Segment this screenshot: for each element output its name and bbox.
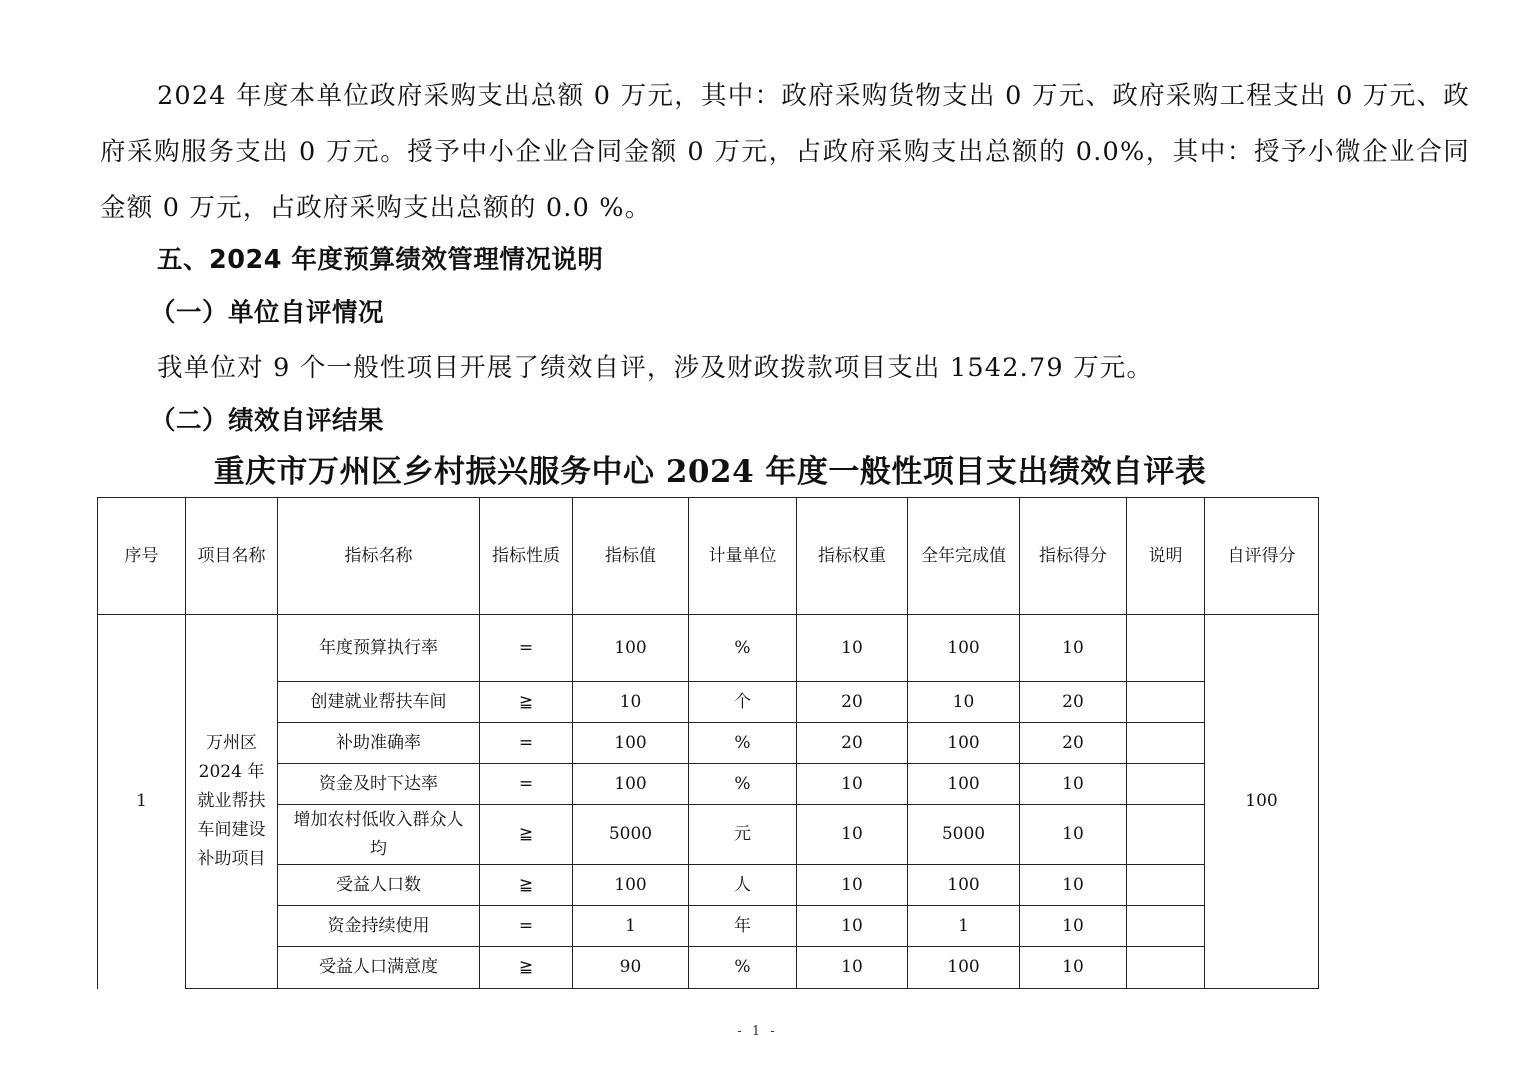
indicator-actual: 100 <box>908 723 1020 764</box>
project-name-cell: 万州区 2024 年就业帮扶车间建设补助项目 <box>186 615 278 989</box>
header-self-score: 自评得分 <box>1205 498 1319 615</box>
indicator-score: 10 <box>1020 865 1127 906</box>
indicator-value: 1 <box>573 906 689 947</box>
indicator-unit: % <box>689 947 797 989</box>
indicator-value: 100 <box>573 723 689 764</box>
performance-table <box>97 497 1319 989</box>
indicator-value: 5000 <box>573 805 689 865</box>
indicator-weight: 10 <box>797 865 908 906</box>
indicator-unit: % <box>689 615 797 682</box>
header-indicator-value: 指标值 <box>573 498 689 615</box>
indicator-weight: 10 <box>797 764 908 805</box>
table-row <box>98 805 1319 865</box>
indicator-note <box>1127 764 1205 805</box>
indicator-actual: 5000 <box>908 805 1020 865</box>
table-row <box>98 947 1319 989</box>
indicator-unit: 人 <box>689 865 797 906</box>
indicator-score: 20 <box>1020 682 1127 723</box>
indicator-name: 受益人口满意度 <box>278 947 480 989</box>
indicator-name: 创建就业帮扶车间 <box>278 682 480 723</box>
indicator-nature: = <box>480 615 573 682</box>
header-weight: 指标权重 <box>797 498 908 615</box>
table-row <box>98 906 1319 947</box>
self-score-cell: 100 <box>1205 615 1319 989</box>
subheading-self-eval: （一）单位自评情况 <box>150 298 385 328</box>
indicator-unit: 个 <box>689 682 797 723</box>
indicator-note <box>1127 723 1205 764</box>
indicator-nature: = <box>480 764 573 805</box>
indicator-note <box>1127 682 1205 723</box>
indicator-value: 100 <box>573 865 689 906</box>
indicator-unit: % <box>689 723 797 764</box>
indicator-name: 资金持续使用 <box>278 906 480 947</box>
header-indicator-nature: 指标性质 <box>480 498 573 615</box>
table-row <box>98 764 1319 805</box>
indicator-actual: 100 <box>908 947 1020 989</box>
indicator-note <box>1127 865 1205 906</box>
procurement-paragraph <box>100 68 1470 236</box>
indicator-name: 受益人口数 <box>278 865 480 906</box>
indicator-nature: ≧ <box>480 947 573 989</box>
indicator-name: 年度预算执行率 <box>278 615 480 682</box>
procurement-text: 2024 年度本单位政府采购支出总额 0 万元，其中：政府采购货物支出 0 万元、政府采购工程支出 0 万元、政府采购服务支出 0 万元。授予中小企业合同金额 0 万元，占政府采购支出总额的 0.0%，其中：授予小微企业合同金额 0 万元，占政府采购支出总额的 0.0 %。 <box>100 81 1470 223</box>
indicator-name: 补助准确率 <box>278 723 480 764</box>
indicator-note <box>1127 906 1205 947</box>
indicator-actual: 10 <box>908 682 1020 723</box>
header-score: 指标得分 <box>1020 498 1127 615</box>
section-heading: 五、2024 年度预算绩效管理情况说明 <box>157 245 604 275</box>
header-seq: 序号 <box>98 498 186 615</box>
indicator-actual: 100 <box>908 865 1020 906</box>
indicator-note <box>1127 615 1205 682</box>
indicator-note <box>1127 947 1205 989</box>
subheading-results: （二）绩效自评结果 <box>150 406 385 436</box>
project-seq-cell: 1 <box>98 615 186 989</box>
header-project-name: 项目名称 <box>186 498 278 615</box>
indicator-unit: 元 <box>689 805 797 865</box>
page-number: - 1 - <box>737 1024 778 1039</box>
self-eval-text: 我单位对 9 个一般性项目开展了绩效自评，涉及财政拨款项目支出 1542.79 万元。 <box>157 353 1154 383</box>
indicator-value: 100 <box>573 764 689 805</box>
table-header-row <box>98 498 1319 615</box>
indicator-unit: % <box>689 764 797 805</box>
table-row <box>98 865 1319 906</box>
indicator-value: 90 <box>573 947 689 989</box>
indicator-value: 10 <box>573 682 689 723</box>
header-note: 说明 <box>1127 498 1205 615</box>
indicator-weight: 10 <box>797 906 908 947</box>
indicator-score: 10 <box>1020 906 1127 947</box>
table-row <box>98 682 1319 723</box>
indicator-unit: 年 <box>689 906 797 947</box>
indicator-actual: 100 <box>908 764 1020 805</box>
indicator-weight: 10 <box>797 805 908 865</box>
indicator-score: 10 <box>1020 764 1127 805</box>
indicator-weight: 10 <box>797 947 908 989</box>
indicator-score: 20 <box>1020 723 1127 764</box>
indicator-name: 增加农村低收入群众人均 <box>278 805 480 865</box>
header-actual: 全年完成值 <box>908 498 1020 615</box>
indicator-weight: 20 <box>797 723 908 764</box>
indicator-nature: = <box>480 723 573 764</box>
indicator-score: 10 <box>1020 947 1127 989</box>
indicator-name: 资金及时下达率 <box>278 764 480 805</box>
table-row <box>98 615 1319 682</box>
indicator-score: 10 <box>1020 805 1127 865</box>
indicator-nature: = <box>480 906 573 947</box>
indicator-note <box>1127 805 1205 865</box>
indicator-nature: ≧ <box>480 865 573 906</box>
table-row <box>98 723 1319 764</box>
indicator-actual: 1 <box>908 906 1020 947</box>
indicator-weight: 10 <box>797 615 908 682</box>
header-indicator-name: 指标名称 <box>278 498 480 615</box>
indicator-actual: 100 <box>908 615 1020 682</box>
indicator-score: 10 <box>1020 615 1127 682</box>
indicator-weight: 20 <box>797 682 908 723</box>
table-title: 重庆市万州区乡村振兴服务中心 2024 年度一般性项目支出绩效自评表 <box>213 454 1207 490</box>
header-unit: 计量单位 <box>689 498 797 615</box>
indicator-nature: ≧ <box>480 805 573 865</box>
indicator-value: 100 <box>573 615 689 682</box>
indicator-nature: ≧ <box>480 682 573 723</box>
